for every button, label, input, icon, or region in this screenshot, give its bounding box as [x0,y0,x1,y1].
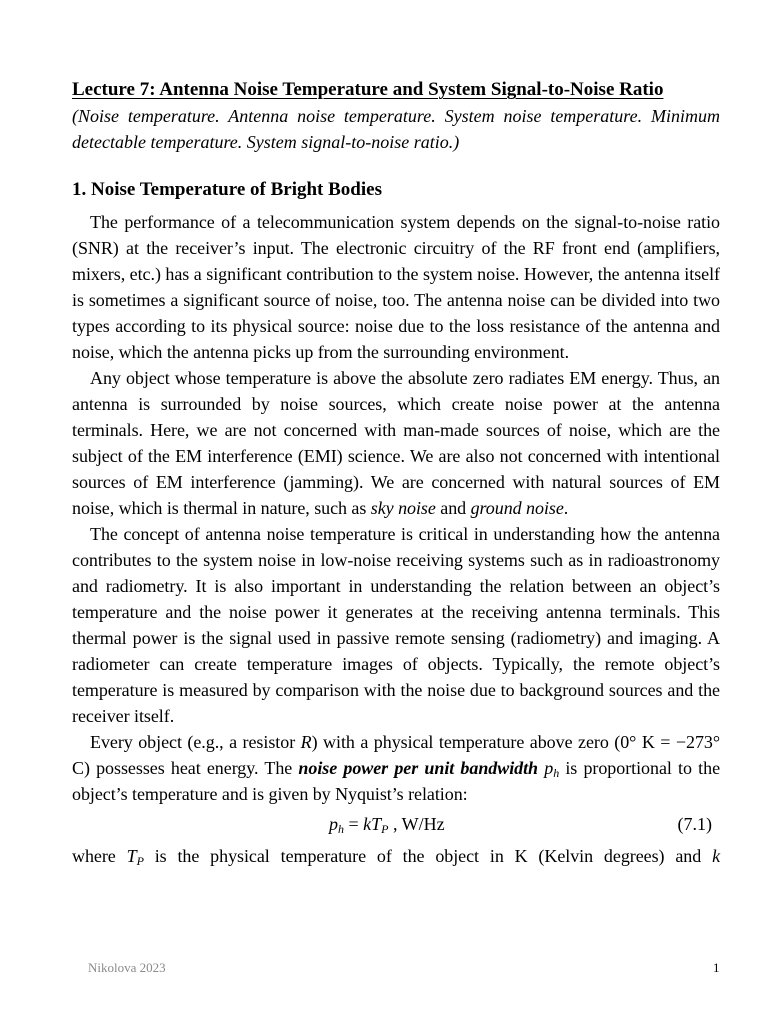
lecture-title: Lecture 7: Antenna Noise Temperature and System Signal-to-Noise Ratio [72,79,664,100]
lecture-subtitle: (Noise temperature. Antenna noise temperature. System noise temperature. Minimum detectable temperature. System signal-to-noise ratio.) [72,106,720,152]
paragraph-2 [72,365,720,521]
eq-equals: = [344,814,364,834]
paragraph-4-d: is proportional to the object’s temperature and is given by Nyquist’s relation: [72,758,721,804]
eq-h: h [338,822,344,836]
equation-number: (7.1) [677,814,712,834]
paragraph-2-and: and [435,498,471,518]
section-heading: 1. Noise Temperature of Bright Bodies [72,179,382,200]
paragraph-4 [72,729,720,807]
paragraph-3: The concept of antenna noise temperature is critical in understanding how the antenna contributes to the system noise in low-noise receiving systems such as in radioastronomy and radiometry. It is also important in understanding the relation between an object’s temperature and the noise power it generates at the receiving antenna terminals. This thermal power is the signal used in passive remote sensing (radiometry) and imaging. A radiometer can create temperature images of objects. Typically, the remote object’s temperature is measured by comparison with the noise due to background sources and the receiver itself. [72,524,720,726]
eq-P: P [381,822,389,836]
paragraph-5 [72,843,720,869]
paragraph-5-a: where [72,846,127,866]
tp-symbol: T [126,846,137,866]
noise-power-term: noise power per unit bandwidth [298,758,539,778]
eq-p: p [329,814,338,834]
document-page [72,77,720,869]
paragraph-5-b: is the physical temperature of the object in K (Kelvin degrees) and [143,846,713,866]
page-number: 1 [713,960,720,975]
ph-symbol: p [544,758,554,778]
k-symbol: k [712,846,721,866]
eq-units: , W/Hz [388,814,445,834]
paragraph-2-text: Any object whose temperature is above the absolute zero radiates EM energy. Thus, an antenna is surrounded by noise sources, which create noise power at the antenna terminals. Here, we are not concerned with man-made sources of noise, which are the subject of the EM interference (EMI) science. We are also not concerned with intentional sources of EM interference (jamming). We are concerned with natural sources of EM noise, which is thermal in nature, such as [72,368,720,518]
equation-7-1 [72,809,720,839]
sky-noise-term: sky noise [370,498,436,518]
paragraph-4-b: ) with a physical temperature above zero (0° K = −273° C) possesses heat energy. The [72,732,720,778]
resistor-symbol: R [300,732,312,752]
paragraph-2-end: . [563,498,569,518]
paragraph-4-a: Every object (e.g., a resistor [90,732,301,752]
footer-author: Nikolova 2023 [88,960,166,975]
equation-expression [329,809,445,839]
eq-kt: kT [363,814,382,834]
tp-subscript: P [136,854,144,868]
ground-noise-term: ground noise [470,498,564,518]
paragraph-1: The performance of a telecommunication system depends on the signal-to-noise ratio (SNR) at the receiver’s input. The electronic circuitry of the RF front end (amplifiers, mixers, etc.) has a significant contribution to the system noise. However, the antenna itself is sometimes a significant source of noise, too. The antenna noise can be divided into two types according to its physical source: noise due to the loss resistance of the antenna and noise, which the antenna picks up from the surrounding environment. [72,212,720,362]
ph-subscript: h [553,766,560,780]
